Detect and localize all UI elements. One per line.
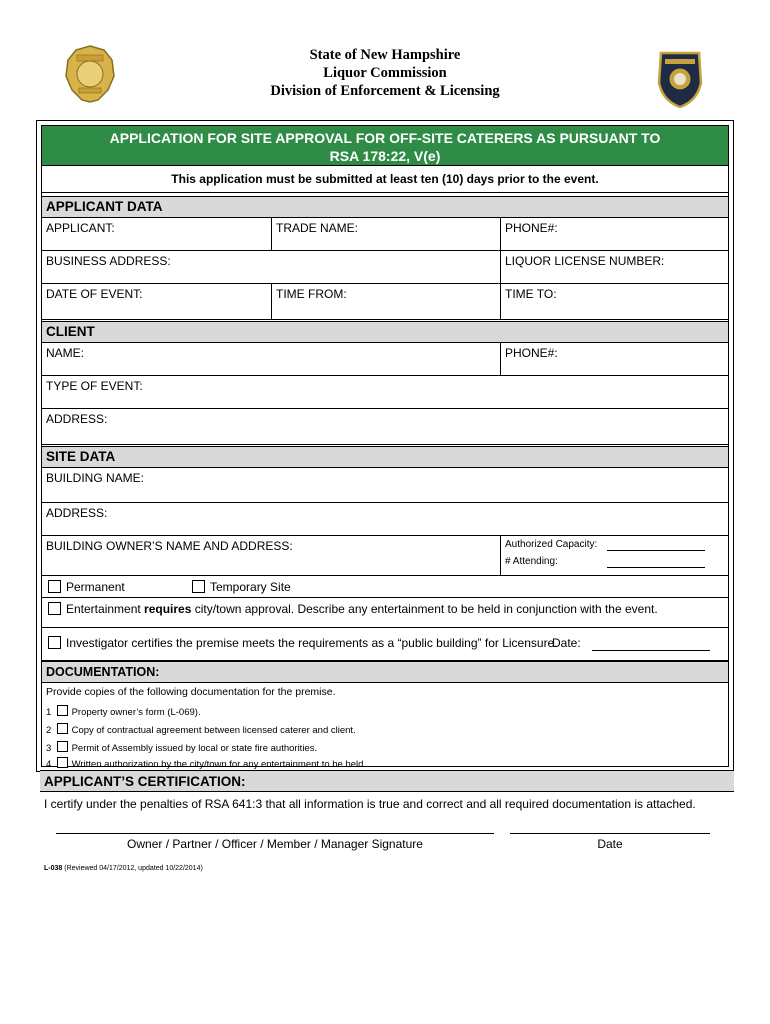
doc-item-text: Property owner’s form (L-069). — [71, 707, 201, 718]
doc-item-number: 1 — [46, 707, 52, 718]
doc-item-checkbox[interactable] — [57, 757, 68, 768]
liquor-license-label: LIQUOR LICENSE NUMBER: — [505, 254, 665, 268]
applicant-field[interactable] — [42, 218, 271, 250]
temporary-option[interactable] — [192, 580, 291, 594]
documentation-intro: Provide copies of the following documentation for the premise. — [46, 686, 336, 698]
header-commission: Liquor Commission — [323, 65, 447, 81]
time-from-field[interactable] — [271, 284, 500, 319]
authorized-capacity-label: Authorized Capacity: — [505, 539, 598, 550]
header-state: State of New Hampshire — [309, 47, 461, 63]
entertainment-text-pre: Entertainment — [66, 602, 145, 616]
trade-name-field[interactable] — [271, 218, 500, 250]
form-title-line2: RSA 178:22, V(e) — [329, 148, 441, 164]
form-title — [42, 126, 728, 166]
client-address-row — [42, 409, 728, 445]
building-name-label: BUILDING NAME: — [46, 471, 145, 485]
investigator-label: Investigator certifies the premise meets the requirements as a “public building” for Licensure. — [66, 636, 558, 650]
doc-item-2[interactable] — [46, 723, 356, 736]
form-title-line1: APPLICATION FOR SITE APPROVAL FOR OFF-SITE CATERERS AS PURSUANT TO — [109, 130, 661, 146]
doc-item-text: Written authorization by the city/town for any entertainment to be held. — [71, 759, 367, 770]
doc-item-text: Copy of contractual agreement between licensed caterer and client. — [71, 725, 356, 736]
type-of-event-row — [42, 376, 728, 409]
owner-field[interactable] — [42, 536, 500, 575]
doc-item-checkbox[interactable] — [57, 723, 68, 734]
site-type-row — [42, 576, 728, 598]
attending-input[interactable] — [607, 567, 705, 568]
certification-statement: I certify under the penalties of RSA 641:3 that all information is true and correct and all required documentation is attached. — [44, 797, 696, 811]
submission-notice: This application must be submitted at least ten (10) days prior to the event. — [42, 166, 728, 193]
owner-label: BUILDING OWNER’S NAME AND ADDRESS: — [46, 539, 293, 553]
signature-label: Owner / Partner / Officer / Member / Manager Signature — [127, 837, 423, 851]
owner-row — [42, 536, 728, 576]
authorized-capacity-input[interactable] — [607, 550, 705, 551]
doc-item-text: Permit of Assembly issued by local or state fire authorities. — [71, 743, 318, 754]
doc-item-number: 3 — [46, 743, 52, 754]
trade-name-label: TRADE NAME: — [276, 221, 359, 235]
building-name-row — [42, 468, 728, 503]
permanent-option[interactable] — [48, 580, 125, 594]
investigator-option[interactable] — [48, 636, 558, 650]
client-name-row — [42, 343, 728, 376]
liquor-license-field[interactable] — [500, 251, 728, 283]
client-address-field[interactable] — [42, 409, 728, 444]
temporary-checkbox[interactable] — [192, 580, 205, 593]
header-division: Division of Enforcement & Licensing — [270, 83, 500, 99]
doc-item-3[interactable] — [46, 741, 317, 754]
site-section-heading: SITE DATA — [42, 446, 728, 468]
doc-item-4[interactable] — [46, 757, 366, 770]
applicant-label: APPLICANT: — [46, 221, 115, 235]
business-row — [42, 251, 728, 284]
applicant-phone-field[interactable] — [500, 218, 728, 250]
doc-item-checkbox[interactable] — [57, 705, 68, 716]
applicant-section-heading: APPLICANT DATA — [42, 196, 728, 218]
temporary-label: Temporary Site — [210, 580, 291, 594]
permanent-checkbox[interactable] — [48, 580, 61, 593]
site-address-label: ADDRESS: — [46, 506, 108, 520]
agency-header — [0, 46, 770, 100]
form-revision: (Reviewed 04/17/2012, updated 10/22/2014) — [62, 865, 203, 872]
type-of-event-label: TYPE OF EVENT: — [46, 379, 143, 393]
signature-input[interactable] — [56, 833, 494, 834]
signature-date-label: Date — [597, 837, 623, 851]
date-of-event-label: DATE OF EVENT: — [46, 287, 143, 301]
applicant-row — [42, 218, 728, 251]
building-name-field[interactable] — [42, 468, 728, 502]
application-form — [36, 120, 734, 772]
doc-item-number: 4 — [46, 759, 52, 770]
signature-date-input[interactable] — [510, 833, 710, 834]
site-address-field[interactable] — [42, 503, 728, 535]
certification-section-heading: APPLICANT’S CERTIFICATION: — [40, 770, 734, 792]
entertainment-row — [42, 598, 728, 628]
time-to-label: TIME TO: — [505, 287, 557, 301]
entertainment-text-post: city/town approval. Describe any entertainment to be held in conjunction with the event. — [191, 602, 658, 616]
attending-label: # Attending: — [505, 556, 558, 567]
form-inner — [41, 125, 729, 770]
investigator-row — [42, 628, 728, 661]
client-name-field[interactable] — [42, 343, 500, 375]
client-address-label: ADDRESS: — [46, 412, 108, 426]
form-footer — [44, 865, 203, 872]
permanent-label: Permanent — [66, 580, 125, 594]
business-address-label: BUSINESS ADDRESS: — [46, 254, 171, 268]
investigator-date-label: Date: — [552, 636, 581, 650]
site-address-row — [42, 503, 728, 536]
client-phone-field[interactable] — [500, 343, 728, 375]
time-from-label: TIME FROM: — [276, 287, 347, 301]
investigator-checkbox[interactable] — [48, 636, 61, 649]
client-phone-label: PHONE#: — [505, 346, 558, 360]
doc-item-1[interactable] — [46, 705, 201, 718]
investigator-date-input[interactable] — [592, 650, 710, 651]
business-address-field[interactable] — [42, 251, 500, 283]
documentation-section-heading: DOCUMENTATION: — [42, 661, 728, 683]
doc-item-number: 2 — [46, 725, 52, 736]
applicant-phone-label: PHONE#: — [505, 221, 558, 235]
form-code: L-038 — [44, 865, 63, 872]
capacity-cell — [500, 536, 728, 575]
event-time-row — [42, 284, 728, 320]
time-to-field[interactable] — [500, 284, 728, 319]
entertainment-checkbox[interactable] — [48, 602, 61, 615]
entertainment-text-bold: requires — [144, 602, 192, 616]
date-of-event-field[interactable] — [42, 284, 271, 319]
client-name-label: NAME: — [46, 346, 85, 360]
client-section-heading: CLIENT — [42, 321, 728, 343]
entertainment-option[interactable] — [48, 602, 658, 616]
type-of-event-field[interactable] — [42, 376, 728, 408]
doc-item-checkbox[interactable] — [57, 741, 68, 752]
documentation-block — [42, 683, 728, 771]
